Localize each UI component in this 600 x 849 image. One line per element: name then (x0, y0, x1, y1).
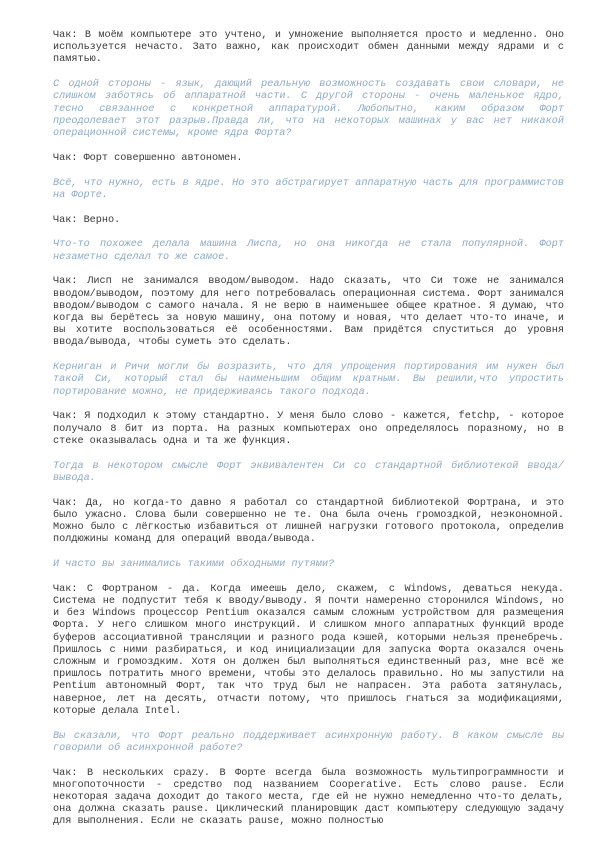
question-paragraph: С одной стороны - язык, дающий реальную возможность создавать свои словари, не слишком заботясь об аппаратной части. С другой стороны - очень маленькое ядро, тесно связанное с конкретной аппаратурой. Любопытно, каким образом Форт преодолевает этот разрыв.Правда ли, что на некоторых машинах у вас нет никакой операционной системы, кроме ядра Форта? (53, 79, 564, 140)
answer-paragraph: Чак: Да, но когда-то давно я работал со стандартной библиотекой Фортрана, и это было ужасно. Слова были совершенно не те. Она была очень громоздкой, неэкономной. Можно было с лёгкостью избавиться от лишней нагрузки готового протокола, определив полдюжины команд для операций ввода/вывода. (53, 497, 564, 546)
answer-paragraph: Чак: В нескольких срazу. В Форте всегда была возможность мультипрограммности и многопоточности - средство под названием Cooperative. Есть слово pause. Если некоторая задача доходит до такого места, где ей не нужно немедленно что-то делать, она должна сказать pause. Циклический планировщик даст компьютеру следующую задачу для выполнения. Если не сказать pause, можно полностью (53, 767, 564, 828)
answer-paragraph: Чак: Верно. (53, 214, 121, 226)
question-paragraph: Что-то похожее делала машина Лиспа, но она никогда не стала популярной. Форт незаметно сделал то же самое. (53, 239, 564, 263)
answer-paragraph: Чак: Форт совершенно автономен. (53, 152, 243, 164)
question-paragraph: Керниган и Ричи могли бы возразить, что для упрощения портирования им нужен был такой Си, который стал бы наименьшим общим кратным. Вы решили,что упростить портирование можно, не придерживаясь такого подхода. (53, 362, 564, 398)
answer-paragraph: Чак: Лисп не занимался вводом/выводом. Надо сказать, что Си тоже не занимался вводом/выводом, поэтому для него потребовалась операционная система. Форт занимался вводом/выводом с самого начала. Я не верю в наименьшее общее кратное. Я думаю, что когда вы берётесь за новую машину, она потому и новая, что делает что-то иначе, и вы хотите воспользоваться её особенностями. Вам придётся спуститься до уровня ввода/вывода, чтобы суметь это сделать. (53, 276, 564, 349)
document-page (53, 30, 564, 841)
question-paragraph: И часто вы занимались такими обходными путями? (53, 559, 335, 571)
question-paragraph: Всё, что нужно, есть в ядре. Но это абстрагирует аппаратную часть для программистов на Форте. (53, 177, 564, 201)
answer-paragraph: Чак: Я подходил к этому стандартно. У меня было слово - кажется, fetchp, - которое получало 8 бит из порта. На разных компьютерах оно определялось поразному, но в стеке оказывалась одна и та же функция. (53, 411, 564, 447)
question-paragraph: Вы сказали, что Форт реально поддерживает асинхронную работу. В каком смысле вы говорили об асинхронной работе? (53, 730, 564, 754)
answer-paragraph: Чак: В моём компьютере это учтено, и умножение выполняется просто и медленно. Оно используется нечасто. Зато важно, как происходит обмен данными между ядрами и с памятью. (53, 30, 564, 66)
answer-paragraph: Чак: С Фортраном - да. Когда имеешь дело, скажем, с Windows, деваться некуда. Система не подпустит тебя к вводу/выводу. Я почти намеренно сторонился Windows, но и без Windows процессор Pentium оказался самым сложным устройством для размещения Форта. У него слишком много инструкций. И слишком много аппаратных функций вроде буферов ассоциативной трансляции и разного рода кэшей, которыми нельзя пренебречь. Пришлось с ними разбираться, и код инициализации для запуска Форта оказался очень сложным и громоздким. Хотя он должен был выполняться единственный раз, мне всё же пришлось потратить много времени, чтобы это делалось правильно. Но мы запустили на Pentium автономный Форт, так что труд был не напрасен. Эта работа затянулась, наверное, лет на десять, отчасти потому, что пришлось гнаться за модификациями, которые делала Intel. (53, 583, 564, 717)
question-paragraph: Тогда в некотором смысле Форт эквивалентен Си со стандартной библиотекой ввода/вывода. (53, 460, 564, 484)
